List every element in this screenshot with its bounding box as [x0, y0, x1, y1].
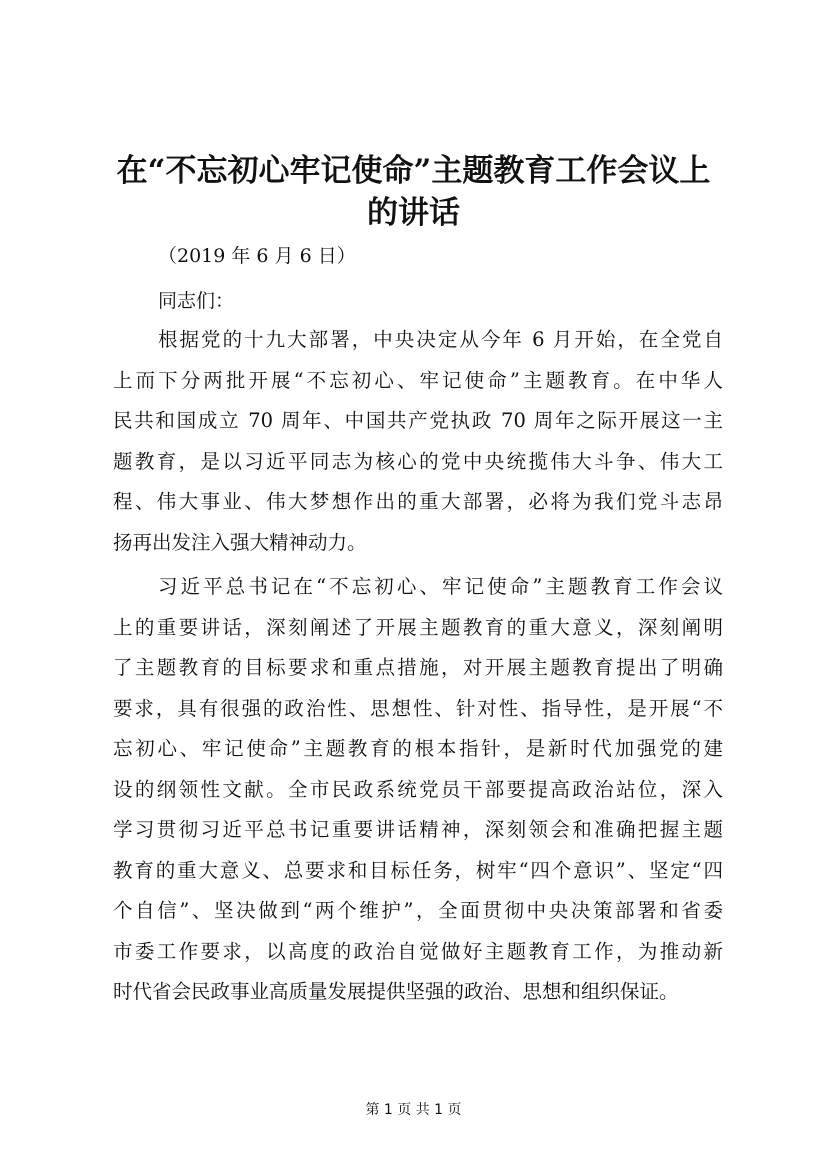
paragraph-line: 教育的重大意义、总要求和目标任务，树牢“四个意识”、坚定“四 [113, 858, 723, 882]
paragraph-line: 民共和国成立 70 周年、中国共产党执政 70 周年之际开展这一主 [113, 409, 723, 432]
paragraph-line: 上的重要讲话，深刻阐述了开展主题教育的重大意义，深刻阐明 [113, 615, 723, 639]
paragraph-line: 要求，具有很强的政治性、思想性、针对性、指导性，是开展“不 [113, 696, 723, 720]
paragraph-line: 设的纲领性文献。全市民政系统党员干部要提高政治站位，深入 [113, 777, 723, 801]
paragraph-line: 了主题教育的目标要求和重点措施，对开展主题教育提出了明确 [113, 656, 723, 679]
paragraph-line: 题教育，是以习近平同志为核心的党中央统揽伟大斗争、伟大工 [113, 449, 723, 473]
paragraph-line: 忘初心、牢记使命”主题教育的根本指针，是新时代加强党的建 [113, 737, 723, 760]
paragraph-2 [113, 567, 723, 1013]
paragraph-line: 根据党的十九大部署，中央决定从今年 6 月开始，在全党自 [158, 328, 723, 351]
title-line-1: 在“不忘初心牢记使命”主题教育工作会议上 [116, 153, 711, 189]
paragraph-line: 学习贯彻习近平总书记重要讲话精神，深刻领会和准确把握主题 [113, 818, 723, 841]
paragraph-line: 程、伟大事业、伟大梦想作出的重大部署，必将为我们党斗志昂 [113, 490, 723, 513]
salutation: 同志们： [158, 290, 235, 312]
paragraph-line: 市委工作要求，以高度的政治自觉做好主题教育工作，为推动新 [113, 939, 723, 963]
page-footer: 第 1 页 共 1 页 [365, 1102, 462, 1118]
title-line-2: 的讲话 [367, 195, 460, 231]
paragraph-line: 时代省会民政事业高质量发展提供坚强的政治、思想和组织保证。 [113, 980, 679, 1003]
speech-date: （2019 年 6 月 6 日） [158, 245, 356, 267]
paragraph-line: 上而下分两批开展“不忘初心、牢记使命”主题教育。在中华人 [113, 368, 723, 392]
paragraph-line: 扬再出发注入强大精神动力。 [113, 530, 367, 554]
paragraph-line: 习近平总书记在“不忘初心、牢记使命”主题教育工作会议 [158, 575, 723, 598]
paragraph-line: 个自信”、坚决做到“两个维护”，全面贯彻中央决策部署和省委 [113, 899, 723, 922]
document-title [60, 150, 767, 234]
paragraph-1 [113, 320, 723, 563]
